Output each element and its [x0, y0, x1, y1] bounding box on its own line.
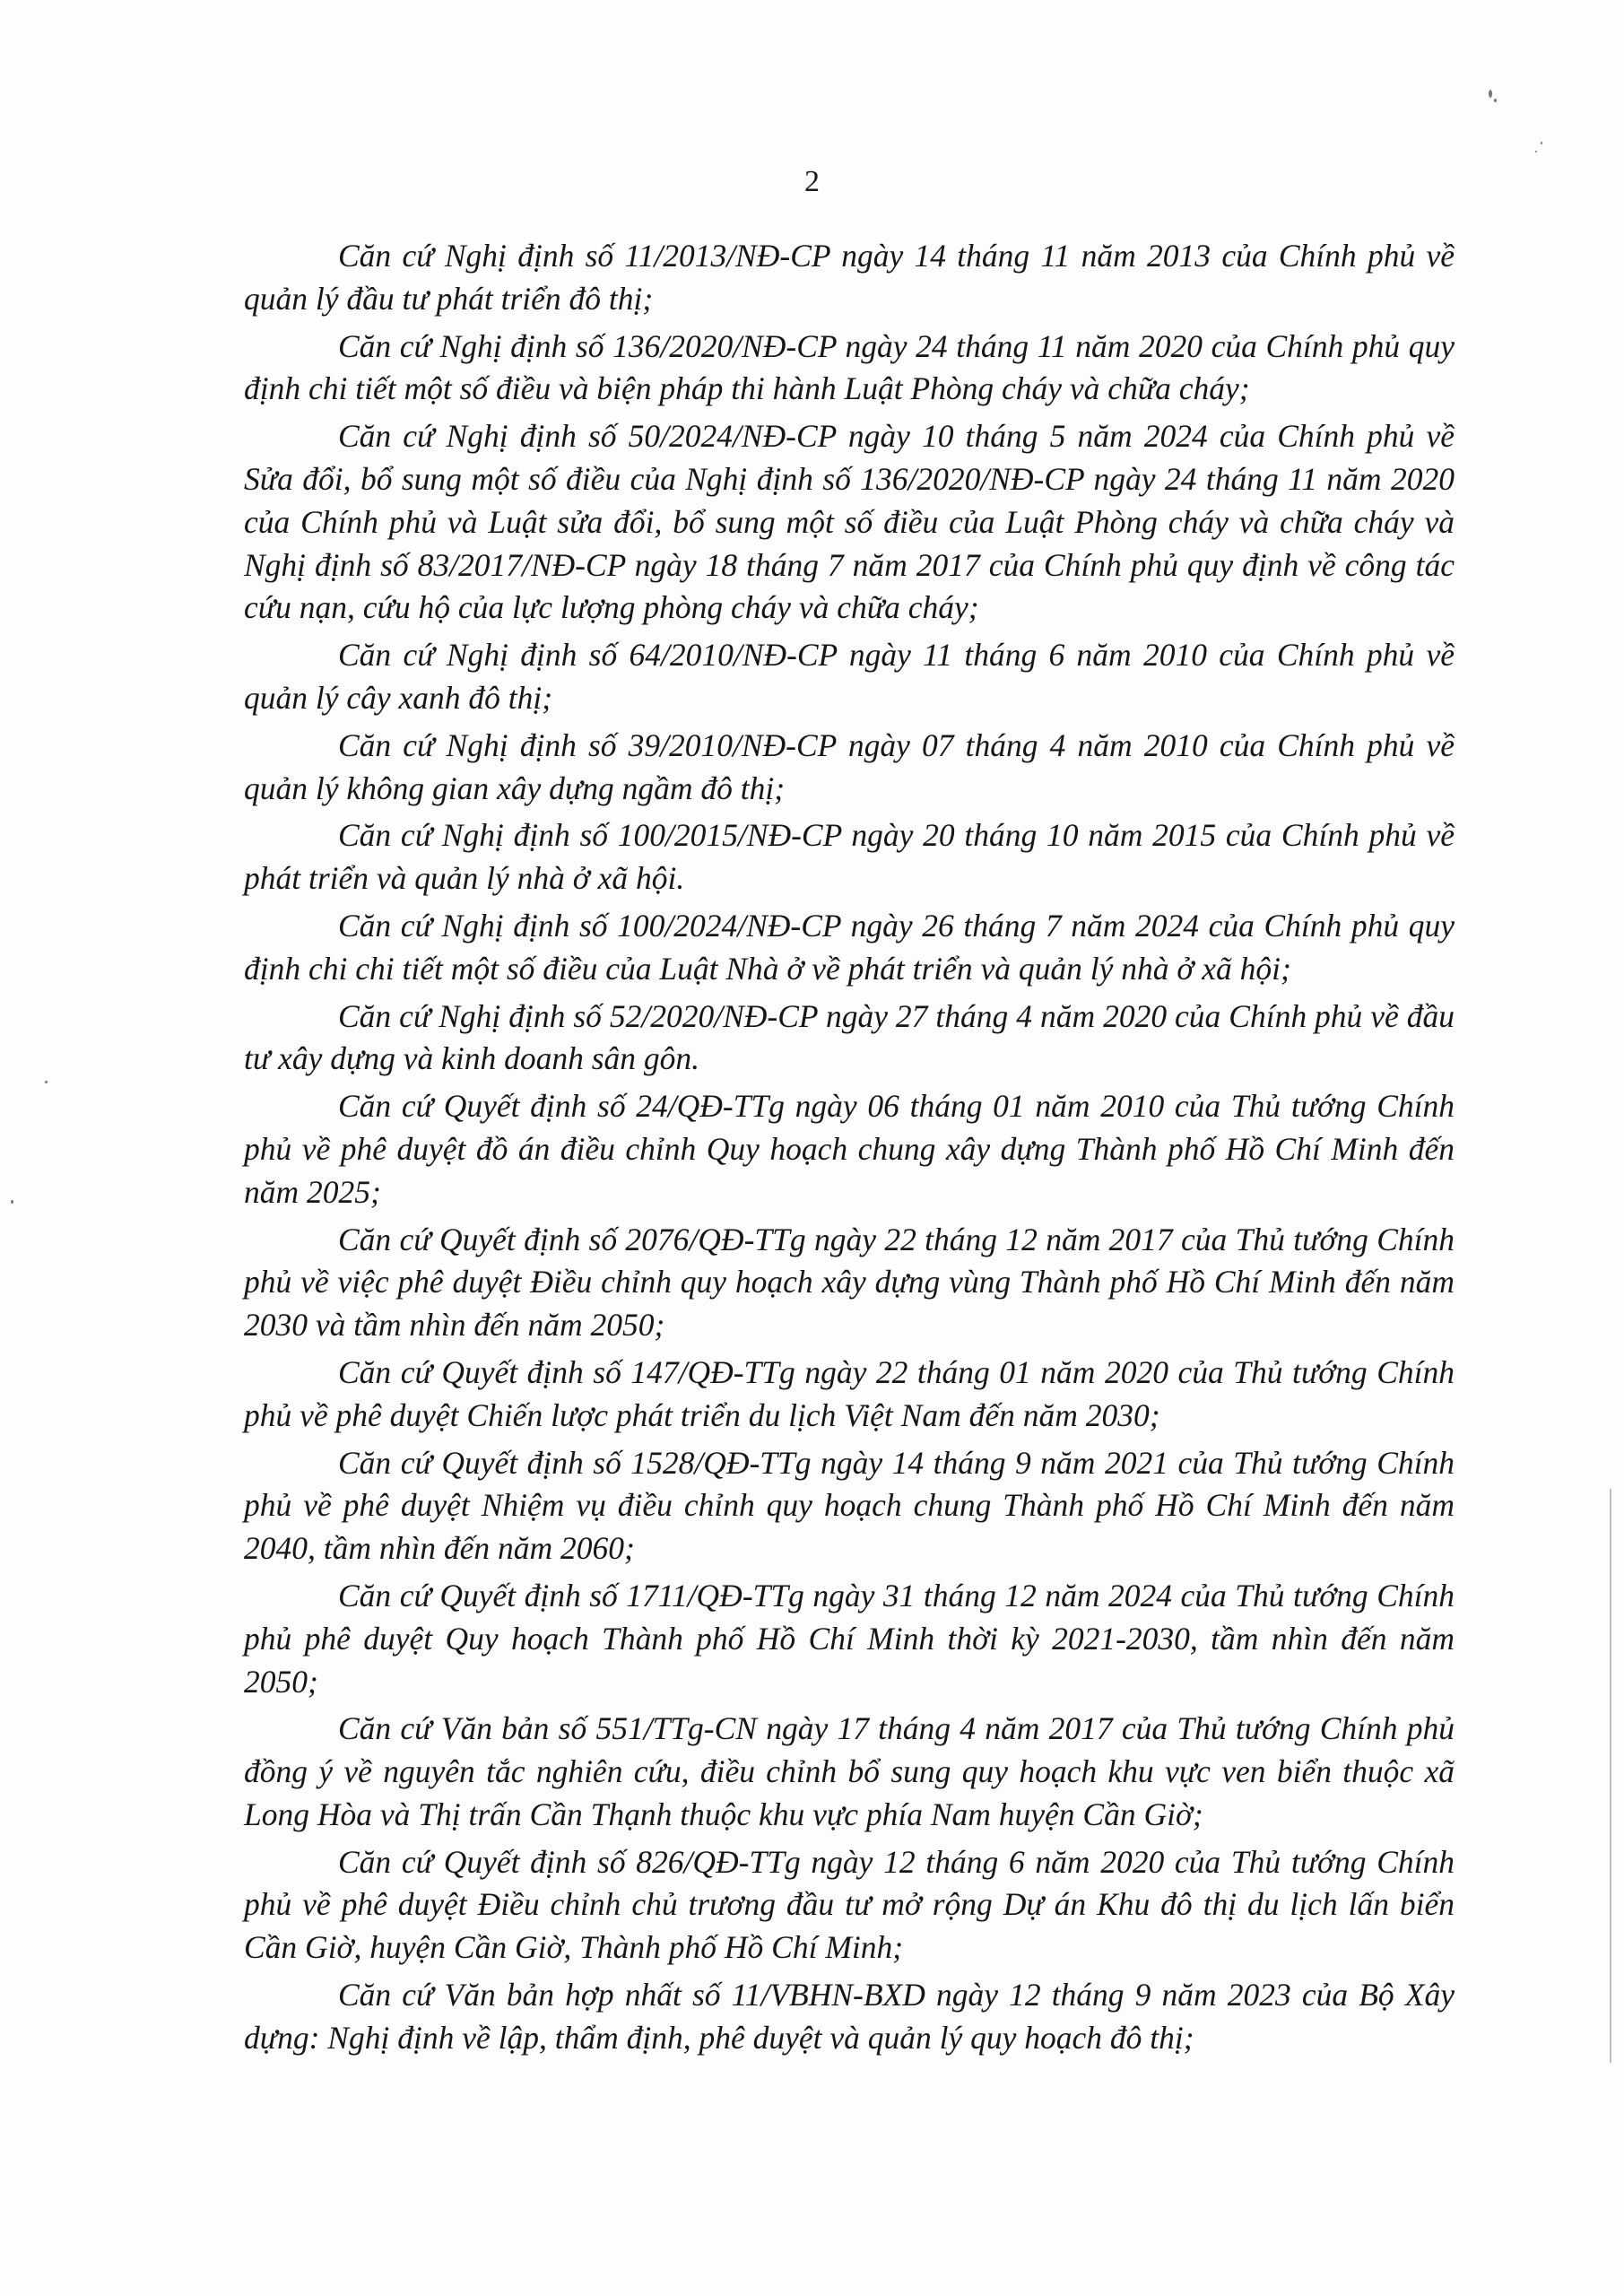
- paragraph: Căn cứ Nghị định số 64/2010/NĐ-CP ngày 11 tháng 6 năm 2010 của Chính phủ về quản lý cây xanh đô thị;: [244, 637, 1455, 716]
- scan-speck: [1494, 99, 1497, 102]
- paragraph: Căn cứ Quyết định số 1711/QĐ-TTg ngày 31 tháng 12 năm 2024 của Thủ tướng Chính phủ phê duyệt Quy hoạch Thành phố Hồ Chí Minh thời kỳ 2021-2030, tầm nhìn đến năm 2050;: [244, 1577, 1455, 1700]
- paragraph: Căn cứ Quyết định số 147/QĐ-TTg ngày 22 tháng 01 năm 2020 của Thủ tướng Chính phủ về phê duyệt Chiến lược phát triển du lịch Việt Nam đến năm 2030;: [244, 1353, 1455, 1433]
- paragraph: Căn cứ Quyết định số 24/QĐ-TTg ngày 06 tháng 01 năm 2010 của Thủ tướng Chính phủ về phê duyệt đồ án điều chỉnh Quy hoạch chung xây dựng Thành phố Hồ Chí Minh đến năm 2025;: [244, 1088, 1455, 1210]
- paragraph: Căn cứ Quyết định số 2076/QĐ-TTg ngày 22 tháng 12 năm 2017 của Thủ tướng Chính phủ về việc phê duyệt Điều chỉnh quy hoạch xây dựng vùng Thành phố Hồ Chí Minh đến năm 2030 và tầm nhìn đến năm 2050;: [244, 1221, 1455, 1344]
- paragraph: Căn cứ Nghị định số 100/2024/NĐ-CP ngày 26 tháng 7 năm 2024 của Chính phủ quy định chi chi tiết một số điều của Luật Nhà ở về phát triển và quản lý nhà ở xã hội;: [244, 907, 1455, 987]
- document-body: [244, 235, 1455, 2065]
- scan-speck: [1535, 151, 1537, 152]
- paragraph: Căn cứ Nghị định số 136/2020/NĐ-CP ngày 24 tháng 11 năm 2020 của Chính phủ quy định chi tiết một số điều và biện pháp thi hành Luật Phòng cháy và chữa cháy;: [244, 327, 1455, 407]
- paragraph: Căn cứ Nghị định số 52/2020/NĐ-CP ngày 27 tháng 4 năm 2020 của Chính phủ về đầu tư xây dựng và kinh doanh sân gôn.: [244, 997, 1455, 1077]
- paragraph: Căn cứ Văn bản số 551/TTg-CN ngày 17 tháng 4 năm 2017 của Thủ tướng Chính phủ đồng ý về nguyên tắc nghiên cứu, điều chỉnh bổ sung quy hoạch khu vực ven biển thuộc xã Long Hòa và Thị trấn Cần Thạnh thuộc khu vực phía Nam huyện Cần Giờ;: [244, 1710, 1455, 1832]
- page-number: 2: [804, 165, 820, 198]
- paragraph: Căn cứ Quyết định số 1528/QĐ-TTg ngày 14 tháng 9 năm 2021 của Thủ tướng Chính phủ về phê duyệt Nhiệm vụ điều chỉnh quy hoạch chung Thành phố Hồ Chí Minh đến năm 2040, tầm nhìn đến năm 2060;: [244, 1444, 1455, 1567]
- scan-speck: [1489, 90, 1492, 98]
- scan-edge-line: [1610, 1489, 1611, 2063]
- scan-speck: [1541, 142, 1542, 144]
- paragraph: Căn cứ Quyết định số 826/QĐ-TTg ngày 12 tháng 6 năm 2020 của Thủ tướng Chính phủ về phê duyệt Điều chỉnh chủ trương đầu tư mở rộng Dự án Khu đô thị du lịch lấn biển Cần Giờ, huyện Cần Giờ, Thành phố Hồ Chí Minh;: [244, 1843, 1455, 1966]
- paragraph: Căn cứ Nghị định số 50/2024/NĐ-CP ngày 10 tháng 5 năm 2024 của Chính phủ về Sửa đổi, bổ sung một số điều của Nghị định số 136/2020/NĐ-CP ngày 24 tháng 11 năm 2020 của Chính phủ và Luật sửa đổi, bổ sung một số điều của Luật Phòng cháy và chữa cháy và Nghị định số 83/2017/NĐ-CP ngày 18 tháng 7 năm 2017 của Chính phủ quy định về công tác cứu nạn, cứu hộ của lực lượng phòng cháy và chữa cháy;: [244, 418, 1455, 626]
- scan-speck: [11, 1200, 13, 1204]
- paragraph: Căn cứ Nghị định số 39/2010/NĐ-CP ngày 07 tháng 4 năm 2010 của Chính phủ về quản lý không gian xây dựng ngầm đô thị;: [244, 726, 1455, 806]
- paragraph: Căn cứ Văn bản hợp nhất số 11/VBHN-BXD ngày 12 tháng 9 năm 2023 của Bộ Xây dựng: Nghị định về lập, thẩm định, phê duyệt và quản lý quy hoạch đô thị;: [244, 1977, 1455, 2056]
- paragraph: Căn cứ Nghị định số 11/2013/NĐ-CP ngày 14 tháng 11 năm 2013 của Chính phủ về quản lý đầu tư phát triển đô thị;: [244, 238, 1455, 317]
- scan-speck: [45, 1081, 48, 1083]
- paragraph: Căn cứ Nghị định số 100/2015/NĐ-CP ngày 20 tháng 10 năm 2015 của Chính phủ về phát triển và quản lý nhà ở xã hội.: [244, 817, 1455, 897]
